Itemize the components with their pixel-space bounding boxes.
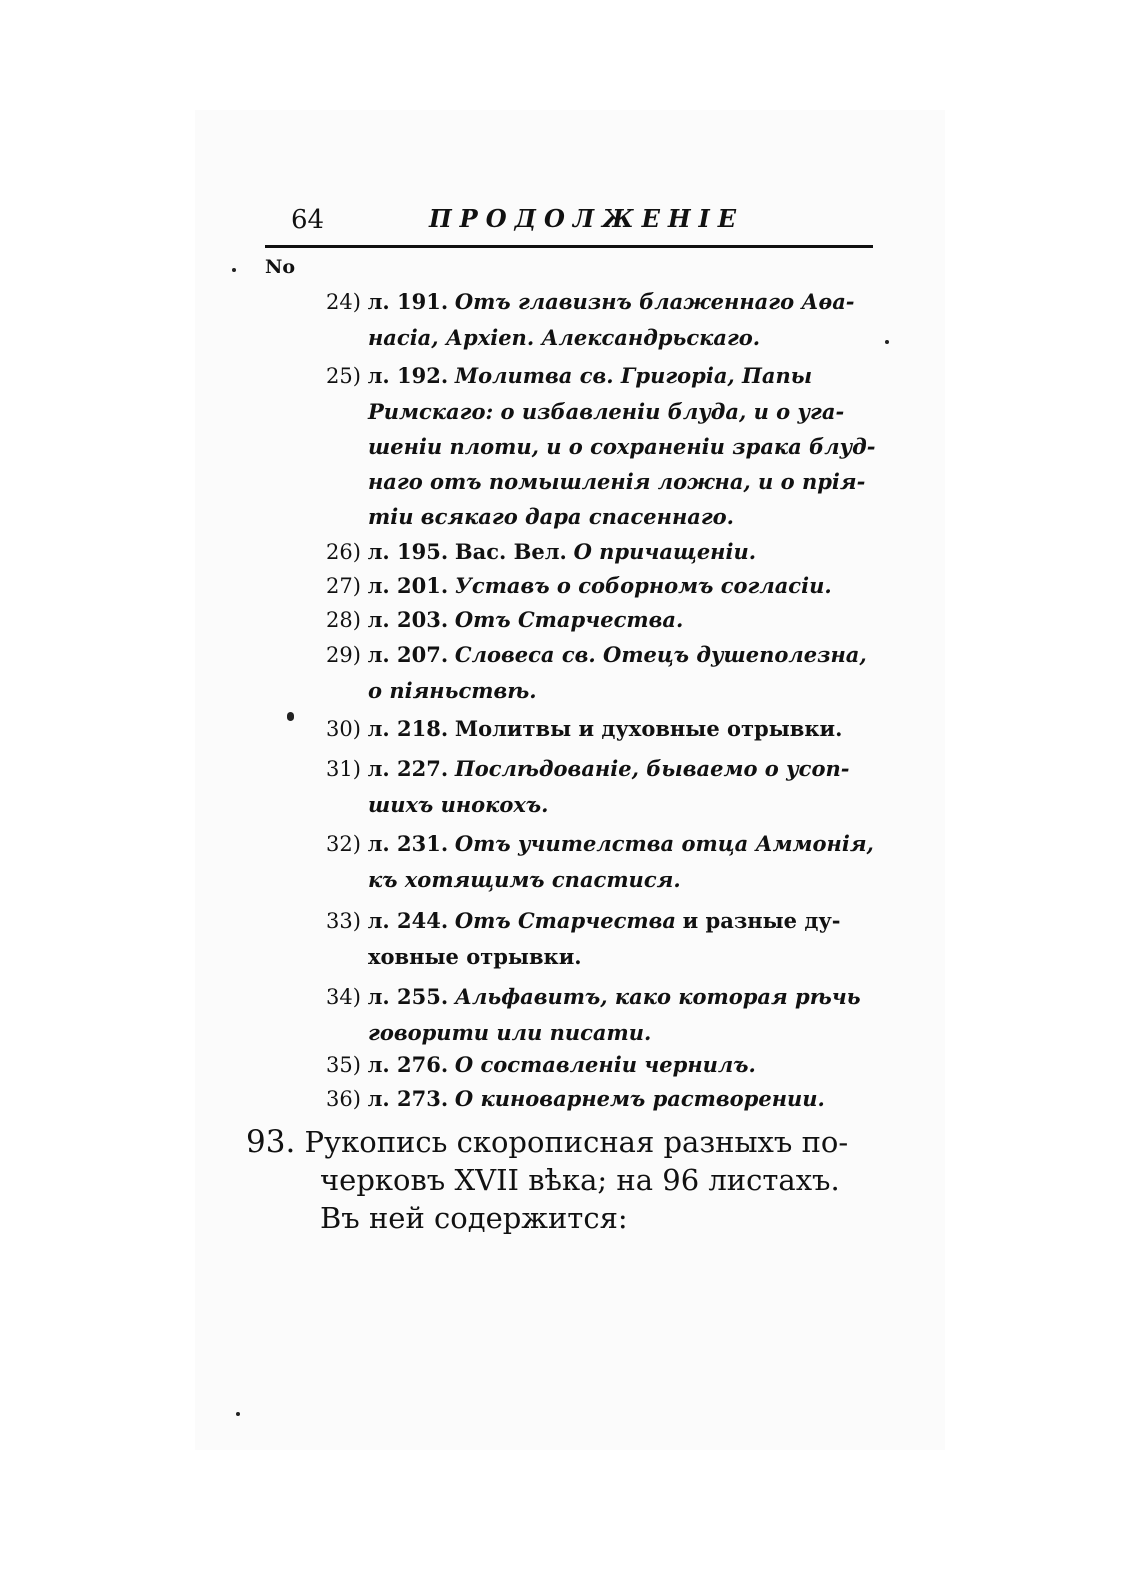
page-number: 64 xyxy=(291,205,325,235)
entry-text: Отъ Старчества. xyxy=(454,607,684,632)
column-label: No xyxy=(265,256,296,278)
item-number: 93. xyxy=(246,1124,296,1160)
entry-text: Отъ главизнъ блаженнаго Аѳа- xyxy=(454,289,855,314)
entry-number: 25) xyxy=(326,364,361,388)
entry-number: 35) xyxy=(326,1053,361,1077)
list-item xyxy=(326,1081,886,1117)
leaf-ref: л. 195. xyxy=(367,539,449,564)
item-text: Рукопись скорописная разныхъ по- xyxy=(304,1125,849,1159)
list-item xyxy=(326,1047,886,1083)
entry-text-cont: Римскаго: о избавленіи блуда, и о уга- xyxy=(368,399,845,424)
entry-number: 33) xyxy=(326,909,361,933)
running-title: ПРОДОЛЖЕНІЕ xyxy=(429,204,745,233)
leaf-ref: л. 244. xyxy=(367,908,449,933)
leaf-ref: л. 273. xyxy=(367,1086,449,1111)
scan-speck xyxy=(232,268,236,272)
entry-text: Послѣдованіе, бываемо о усоп- xyxy=(454,756,850,781)
entry-text: Альфавитъ, како которая рѣчь xyxy=(454,984,861,1009)
list-item xyxy=(326,979,886,1050)
list-item xyxy=(326,534,886,570)
entry-number: 26) xyxy=(326,540,361,564)
entry-text-cont: наго отъ помышленія ложна, и о прія- xyxy=(368,469,866,494)
leaf-ref: л. 192. xyxy=(367,363,449,388)
entry-number: 30) xyxy=(326,717,361,741)
list-item xyxy=(326,602,886,638)
list-item xyxy=(326,826,886,897)
leaf-ref: л. 231. xyxy=(367,831,449,856)
entry-number: 36) xyxy=(326,1087,361,1111)
entry-text: Молитвы и духовные отрывки. xyxy=(454,716,843,741)
list-item xyxy=(326,284,886,355)
leaf-ref: л. 207. xyxy=(367,642,449,667)
leaf-ref: л. 255. xyxy=(367,984,449,1009)
entry-text: Молитва св. Григоріа, Папы xyxy=(454,363,813,388)
entry-text-cont: насіа, Архіеп. Александрьскаго. xyxy=(368,325,761,350)
page-header xyxy=(265,200,873,240)
leaf-ref: л. 201. xyxy=(367,573,449,598)
leaf-ref: л. 203. xyxy=(367,607,449,632)
entry-number: 27) xyxy=(326,574,361,598)
entry-text: О причащеніи. xyxy=(573,539,757,564)
scan-speck xyxy=(236,1412,240,1416)
list-item xyxy=(326,358,886,534)
entry-text: Уставъ о соборномъ согласіи. xyxy=(454,573,832,598)
list-item xyxy=(326,751,886,822)
entry-number: 28) xyxy=(326,608,361,632)
leaf-ref: л. 218. xyxy=(367,716,449,741)
entry-text-cont: шеніи плоти, и о сохраненіи зрака блуд- xyxy=(368,434,876,459)
entry-number: 32) xyxy=(326,832,361,856)
entry-text-cont: шихъ инокохъ. xyxy=(368,792,549,817)
entry-text-cont: ховные отрывки. xyxy=(368,944,582,969)
scan-speck xyxy=(885,340,889,344)
list-item xyxy=(326,903,886,974)
leaf-ref: л. 191. xyxy=(367,289,449,314)
leaf-ref: л. 227. xyxy=(367,756,449,781)
list-item xyxy=(326,568,886,604)
entry-author: Вас. Вел. xyxy=(454,539,567,564)
entry-text: О составленіи чернилъ. xyxy=(454,1052,756,1077)
entry-text-roman: и разные ду- xyxy=(682,908,841,933)
entry-number: 29) xyxy=(326,643,361,667)
entry-text-cont: тіи всякаго дара спасеннаго. xyxy=(368,504,734,529)
item-text-cont: черковъ XVII вѣка; на 96 листахъ. xyxy=(320,1163,840,1197)
entry-text: Отъ Старчества xyxy=(454,908,676,933)
entry-number: 34) xyxy=(326,985,361,1009)
item-text-cont: Въ ней содержится: xyxy=(320,1201,628,1235)
entry-text: О киноварнемъ растворении. xyxy=(454,1086,825,1111)
header-rule xyxy=(265,245,873,248)
entry-text-cont: о піяньствѣ. xyxy=(368,678,537,703)
scan-speck xyxy=(287,712,294,721)
entry-text: Отъ учителства отца Аммонія, xyxy=(454,831,874,856)
list-item xyxy=(326,637,886,708)
entry-number: 31) xyxy=(326,757,361,781)
entry-text: Словеса св. Отецъ душеполезна, xyxy=(454,642,867,667)
list-item xyxy=(326,711,886,747)
entry-text-cont: къ хотящимъ спастися. xyxy=(368,867,681,892)
entry-text-cont: говорити или писати. xyxy=(368,1020,652,1045)
leaf-ref: л. 276. xyxy=(367,1052,449,1077)
item-93 xyxy=(246,1123,886,1237)
entry-number: 24) xyxy=(326,290,361,314)
